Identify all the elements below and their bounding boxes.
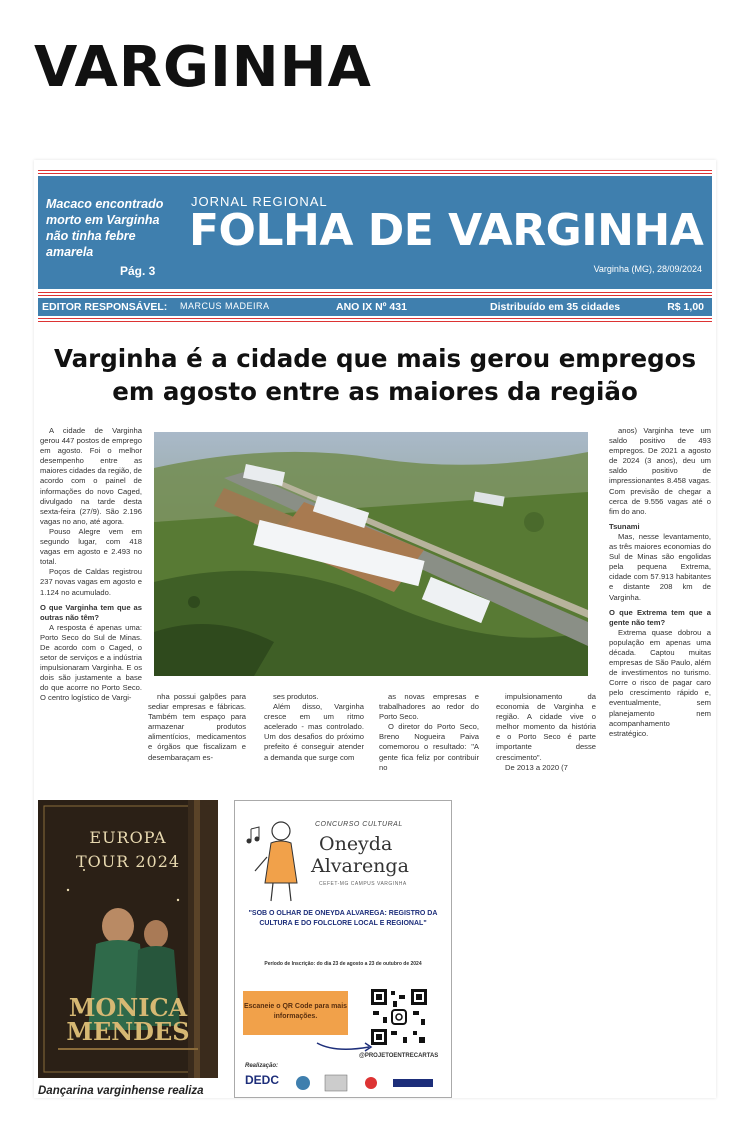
article-column-3 [264,692,364,763]
contest-advertisement[interactable] [234,800,452,1098]
qr-instruction: Escaneie o QR Code para mais informações. [243,991,348,1035]
top-rule [38,170,712,174]
price: R$ 1,00 [667,301,704,313]
ad-caption[interactable]: Dançarina varginhense realiza [38,1085,204,1097]
ad-tour-year: TOUR 2024 [75,852,181,871]
page-heading: VARGINHA [34,35,372,100]
editor-name: MARCUS MADEIRA [180,301,270,311]
paragraph: A resposta é apenas uma: Porto Seco do Sul de Minas. De acordo com o Caged, o setor de serviços e a indústria impulsionaram Varginha. E os dois são justamente a base do que acorre no Porto Seco. O centro logístico de Vargi- [40,622,142,703]
contest-period: Período de Inscrição: do dia 23 de agosto a 23 de outubro de 2024 [264,961,422,967]
contest-label: CONCURSO CULTURAL [315,821,403,828]
paragraph: De 2013 a 2020 (7 [505,762,568,772]
contest-campus: CEFET-MG CAMPUS VARGINHA [319,881,407,887]
edition-number: ANO IX Nº 431 [336,301,407,313]
distribution-info: Distribuído em 35 cidades [490,301,621,313]
paragraph: impulsionamento da economia de Varginha e região. A cidade vive o melhor momento da história e o Porto Seco é parte importante desse crescimento". [496,692,596,762]
middle-rule [38,292,712,296]
editor-label: EDITOR RESPONSÁVEL: [42,301,168,313]
bottom-rule [38,318,712,322]
social-handle[interactable]: @PROJETOENTRECARTAS [359,1053,439,1059]
info-bar [38,298,712,316]
subheading: O que Extrema tem que a gente não tem? [609,607,711,627]
article-column-4 [379,692,479,773]
paragraph: Pouso Alegre vem em segundo lugar, com 418 vagas em agosto e 2.493 no total. [40,526,142,567]
article-column-5 [496,692,596,773]
qr-code-icon[interactable] [369,987,429,1047]
paragraph: as novas empresas e trabalhadores ao redor do Porto Seco. [379,692,479,722]
newspaper-page [34,160,716,1098]
subheading: Tsunami [609,521,640,531]
headline-line-1: Varginha é a cidade que mais gerou empregos [53,344,697,373]
paper-name: FOLHA DE VARGINHA [189,205,704,256]
partner-logos-icon [293,1071,443,1095]
paragraph: O diretor do Porto Seco, Breno Nogueira Paiva comemorou o resultado: "A gente fica feliz por contribuir no [379,722,479,772]
article-column-2 [148,692,246,763]
artist-first-name: MONICA [68,993,188,1022]
contest-name-2: Alvarenga [311,855,409,877]
arrow-icon [315,1039,375,1053]
teaser-page-number: Pág. 3 [120,264,156,278]
article-column-1 [40,426,142,704]
artist-last-name: MENDES [66,1017,190,1046]
tour-advertisement[interactable] [38,800,218,1078]
dateline: Varginha (MG), 28/09/2024 [593,264,702,274]
article-column-6 [609,426,711,739]
article-headline[interactable] [34,342,716,408]
paragraph: anos) Varginha teve um saldo positivo de 493 empregos. De 2021 a agosto de 2024 (3 anos), deu um saldo positivo de impressionantes 8.458 vagas. Com previsão de chegar a cerca de 9.556 vagas até o fim do ano. [609,426,711,516]
paragraph: Além disso, Varginha cresce em um ritmo acelerado - mas controlado. Um dos desafios do próximo prefeito é conseguir atender a demanda que surge com [264,702,364,762]
paragraph: A cidade de Varginha gerou 447 postos de emprego em agosto. Foi o melhor desempenho entre as maiores cidades da região, de acordo com o painel de informações do novo Caged, divulgado na tarde desta sexta-feira (27/9). São 2.196 vagas no ano, até agora. [40,426,142,526]
paragraph: nha possui galpões para sediar empresas e fábricas. Também tem espaço para armazenar produtos alimentícios, medicamentos e órgãos que fiscalizam e desembaraçam es- [148,692,246,762]
dedc-logo: DEDC [245,1073,280,1087]
paragraph: ses produtos. [273,692,319,701]
masthead-teaser[interactable]: Macaco encontrado morto em Varginha não tinha febre amarela [46,197,164,259]
contest-name-1: Oneyda [319,833,393,855]
paragraph: Extrema quase dobrou a população em apenas uma década. Captou muitas empresas de São Paulo, além de investimentos no turismo. Corre o risco de pagar caro pelo crescimento rápido e, eventualmente, sem planejamento nem acompanhamento estratégico. [609,627,711,738]
paragraph: Mas, nesse levantamento, as três maiores economias do Sul de Minas são engolidas pela pequena Extrema, cidade com 57.913 habitantes e distante 208 km de Varginha. [609,531,711,602]
realizacao-label: Realização: [245,1063,279,1069]
subheading: O que Varginha tem que as outras não têm? [40,602,142,622]
headline-line-2: em agosto entre as maiores da região [112,377,638,406]
masthead [38,176,712,289]
paper-kicker: JORNAL REGIONAL [191,194,328,209]
ad-artist-name [38,993,218,1046]
contest-theme: "SOB O OLHAR DE ONEYDA ALVAREGA: REGISTRO DA CULTURA E DO FOLCLORE LOCAL E REGIONAL" [248,910,438,927]
ad-europa: EUROPA [89,828,167,847]
paragraph: Poços de Caldas registrou 237 novas vagas em agosto e 1.124 no acumulado. [40,567,142,597]
illustration-icon [241,809,311,909]
aerial-photo [154,432,588,676]
